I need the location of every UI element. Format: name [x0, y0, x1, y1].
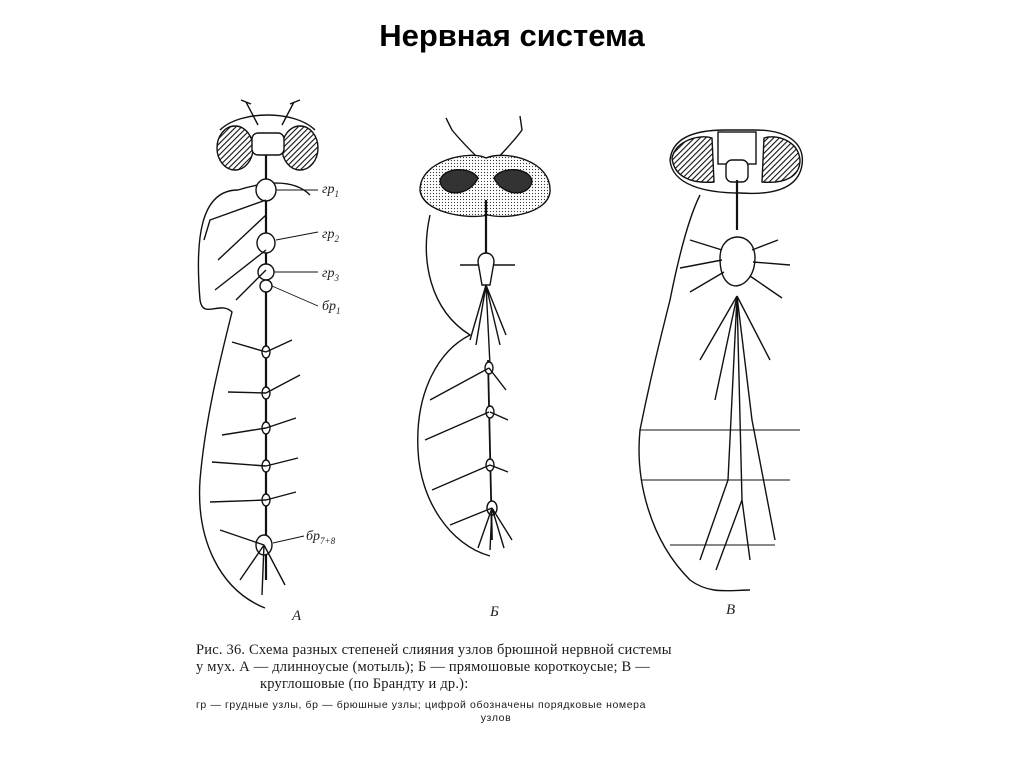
panel-b-letter: Б	[490, 604, 499, 620]
caption-line-3: круглошовые (по Брандту и др.):	[260, 676, 469, 692]
caption-line-1: Рис. 36. Схема разных степеней слияния узлов брюшной нервной системы	[196, 642, 672, 658]
panel-c-diagram	[639, 130, 802, 591]
caption-legend	[196, 699, 796, 725]
label-gr2: $гр_2$	[322, 227, 339, 244]
caption-legend-line-1: гр — грудные узлы, бр — брюшные узлы; цифрой обозначены порядковые номера	[196, 699, 647, 711]
slide-title: Нервная система	[379, 18, 645, 53]
label-br1: $бр_1$	[322, 299, 341, 316]
panel-a-diagram	[198, 100, 318, 608]
panel-a-letter: А	[292, 608, 302, 624]
panel-c-letter: В	[726, 602, 736, 618]
label-br78: $бр_{7+8}$	[306, 529, 336, 546]
panel-b-diagram	[418, 116, 550, 556]
caption-legend-line-2: узлов	[480, 712, 512, 724]
label-gr3: $гр_3$	[322, 266, 339, 283]
caption-line-2: у мух. А — длинноусые (мотыль); Б — прямошовые короткоусые; В —	[196, 659, 650, 675]
label-gr1: $гр_1$	[322, 182, 339, 199]
figure-caption	[196, 642, 796, 725]
panel-a-head	[217, 100, 318, 170]
